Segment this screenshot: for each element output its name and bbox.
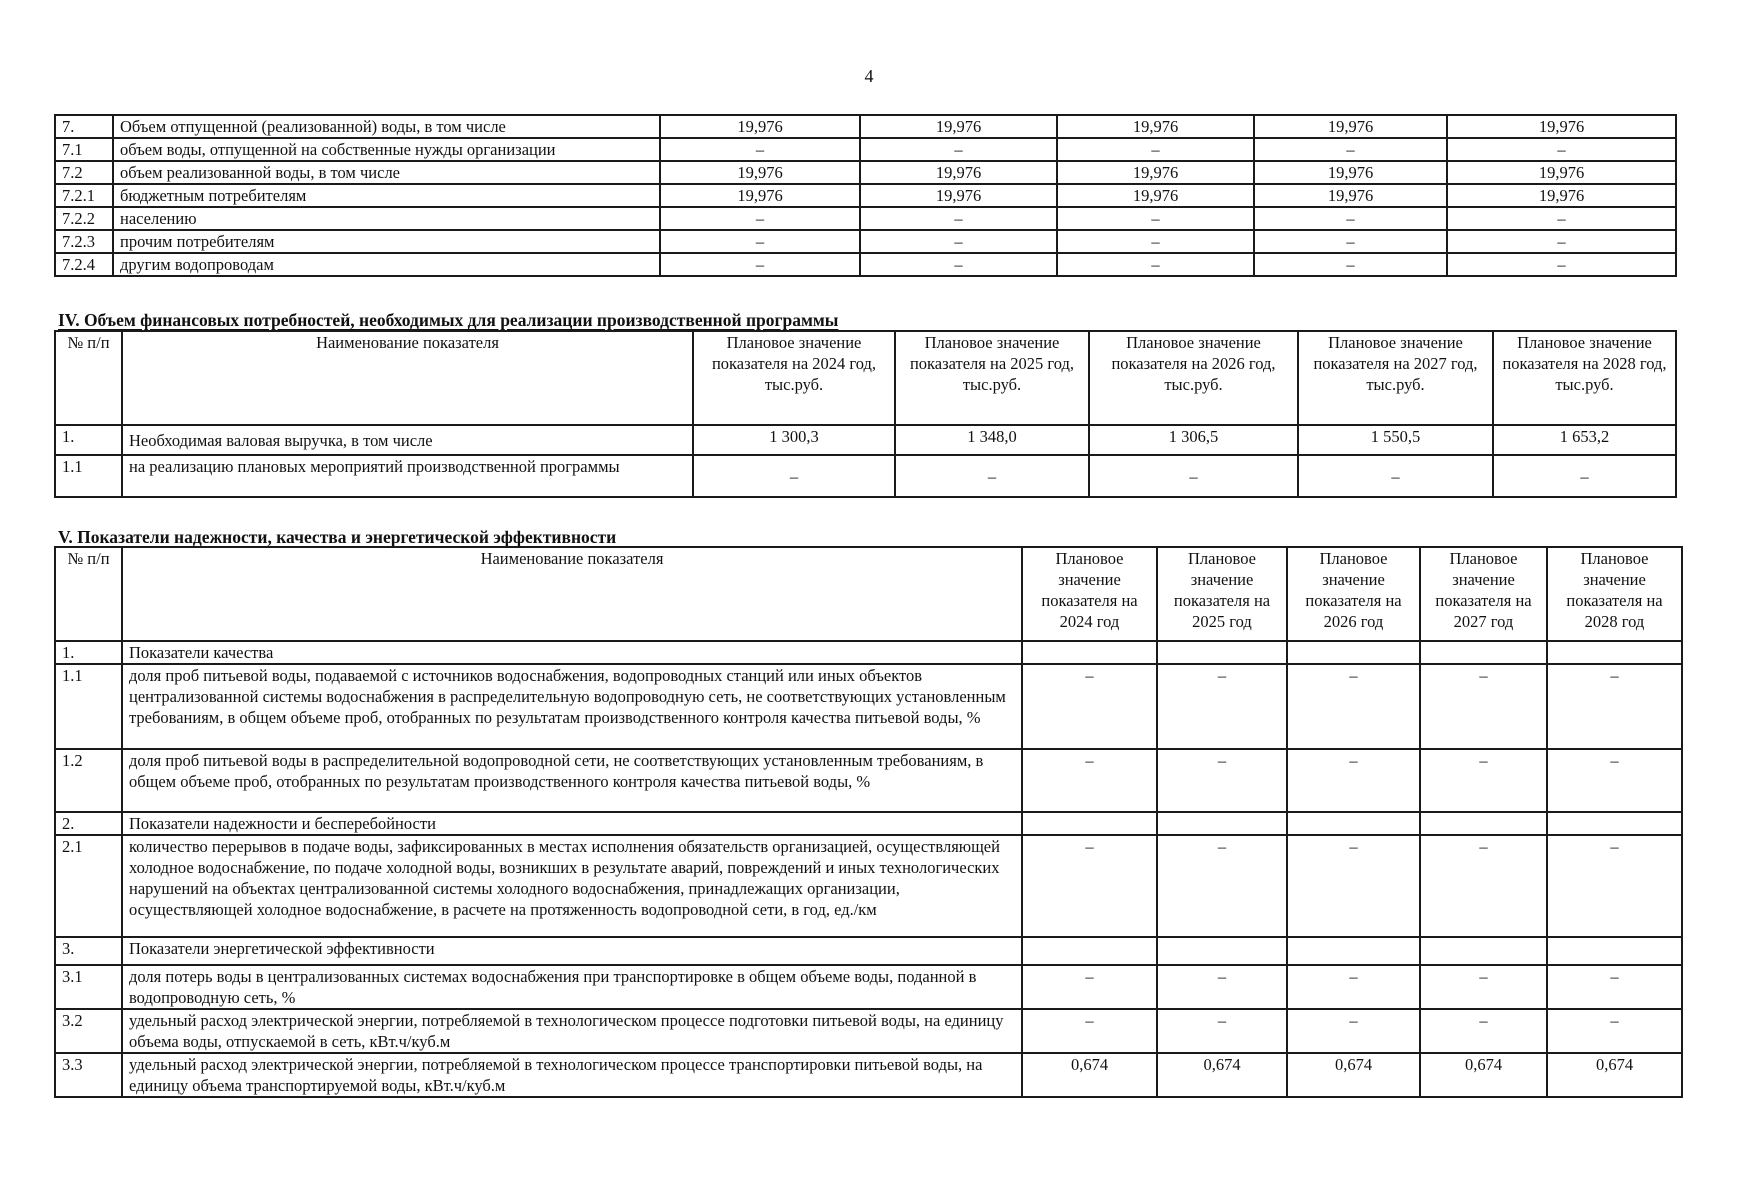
table-row	[55, 455, 1676, 497]
value-cell: 0,674	[1547, 1053, 1682, 1097]
row-number: 1.1	[55, 455, 122, 497]
indicator-name: удельный расход электрической энергии, потребляемой в технологическом процессе подготовки питьевой воды, на единицу объема воды, отпускаемой в сеть, кВт.ч/куб.м	[122, 1009, 1022, 1053]
row-number: 2.1	[55, 835, 122, 937]
header-year-2027: Плановое значение показателя на 2027 год, тыс.руб.	[1298, 331, 1493, 425]
row-number: 7.	[55, 115, 113, 138]
value-cell: 19,976	[1447, 184, 1676, 207]
value-cell: 19,976	[1057, 115, 1254, 138]
table-row	[55, 937, 1682, 965]
value-cell: –	[860, 207, 1057, 230]
value-cell: –	[1157, 1009, 1287, 1053]
value-cell: 19,976	[1254, 184, 1447, 207]
indicator-name: другим водопроводам	[113, 253, 660, 276]
indicator-name: объем воды, отпущенной на собственные нужды организации	[113, 138, 660, 161]
value-cell: 0,674	[1157, 1053, 1287, 1097]
value-cell: –	[1447, 230, 1676, 253]
table-row	[55, 812, 1682, 835]
header-year-2024: Плановое значение показателя на 2024 год	[1022, 547, 1157, 641]
section-4-title: IV. Объем финансовых потребностей, необходимых для реализации производственной программы	[58, 310, 839, 330]
value-cell: 19,976	[660, 115, 860, 138]
value-cell: –	[660, 253, 860, 276]
value-cell: –	[1447, 207, 1676, 230]
value-cell: 19,976	[660, 161, 860, 184]
value-cell: –	[1420, 664, 1547, 749]
table-row	[55, 835, 1682, 937]
row-number: 2.	[55, 812, 122, 835]
table-row	[55, 115, 1676, 138]
row-number: 3.	[55, 937, 122, 965]
table-row	[55, 641, 1682, 664]
value-cell	[1157, 812, 1287, 835]
table-row	[55, 749, 1682, 812]
value-cell: 0,674	[1022, 1053, 1157, 1097]
row-number: 3.2	[55, 1009, 122, 1053]
row-number: 3.3	[55, 1053, 122, 1097]
header-year-2024: Плановое значение показателя на 2024 год, тыс.руб.	[693, 331, 895, 425]
value-cell: –	[660, 138, 860, 161]
value-cell	[1420, 641, 1547, 664]
value-cell: 19,976	[860, 161, 1057, 184]
value-cell: –	[1057, 230, 1254, 253]
table-header-row	[55, 331, 1676, 425]
header-num: № п/п	[55, 331, 122, 425]
value-cell: –	[1254, 207, 1447, 230]
header-year-2028: Плановое значение показателя на 2028 год, тыс.руб.	[1493, 331, 1676, 425]
value-cell: –	[1022, 835, 1157, 937]
value-cell: 19,976	[1057, 184, 1254, 207]
table-header-row	[55, 547, 1682, 641]
value-cell: –	[1447, 138, 1676, 161]
header-name: Наименование показателя	[122, 331, 693, 425]
row-number: 3.1	[55, 965, 122, 1009]
row-number: 1.	[55, 641, 122, 664]
value-cell: 1 653,2	[1493, 425, 1676, 455]
value-cell	[1420, 812, 1547, 835]
table-row	[55, 184, 1676, 207]
indicator-name: удельный расход электрической энергии, потребляемой в технологическом процессе транспортировки питьевой воды, на единицу объема транспортируемой воды, кВт.ч/куб.м	[122, 1053, 1022, 1097]
header-year-2028: Плановое значение показателя на 2028 год	[1547, 547, 1682, 641]
value-cell: –	[860, 230, 1057, 253]
value-cell	[1287, 812, 1420, 835]
indicator-name: объем реализованной воды, в том числе	[113, 161, 660, 184]
value-cell: 1 550,5	[1298, 425, 1493, 455]
table-row	[55, 1009, 1682, 1053]
row-number: 1.1	[55, 664, 122, 749]
value-cell: –	[1547, 749, 1682, 812]
value-cell: –	[1420, 749, 1547, 812]
value-cell: –	[1089, 455, 1298, 497]
indicator-name: населению	[113, 207, 660, 230]
value-cell: –	[1022, 965, 1157, 1009]
value-cell: –	[860, 138, 1057, 161]
value-cell: –	[1547, 1009, 1682, 1053]
value-cell: 19,976	[860, 115, 1057, 138]
header-num: № п/п	[55, 547, 122, 641]
volume-table	[54, 114, 1677, 277]
indicator-name: Показатели надежности и бесперебойности	[122, 812, 1022, 835]
value-cell: –	[1287, 1009, 1420, 1053]
value-cell	[1547, 641, 1682, 664]
value-cell: –	[1254, 138, 1447, 161]
value-cell	[1157, 937, 1287, 965]
table-row	[55, 1053, 1682, 1097]
table-row	[55, 138, 1676, 161]
value-cell: –	[1057, 207, 1254, 230]
value-cell	[1022, 937, 1157, 965]
value-cell: –	[1157, 835, 1287, 937]
value-cell: –	[1420, 1009, 1547, 1053]
value-cell: –	[1022, 749, 1157, 812]
table-row	[55, 161, 1676, 184]
row-number: 1.2	[55, 749, 122, 812]
value-cell: 0,674	[1420, 1053, 1547, 1097]
table-row	[55, 230, 1676, 253]
indicator-name: на реализацию плановых мероприятий производственной программы	[122, 455, 693, 497]
value-cell: –	[1157, 664, 1287, 749]
value-cell	[1022, 641, 1157, 664]
value-cell: 1 300,3	[693, 425, 895, 455]
value-cell: –	[1298, 455, 1493, 497]
value-cell: –	[1254, 253, 1447, 276]
page-number: 4	[864, 66, 874, 86]
table-row	[55, 664, 1682, 749]
value-cell: –	[1022, 1009, 1157, 1053]
value-cell: –	[660, 230, 860, 253]
row-number: 7.2	[55, 161, 113, 184]
indicator-name: Необходимая валовая выручка, в том числе	[122, 425, 693, 455]
value-cell: –	[1420, 965, 1547, 1009]
value-cell: –	[693, 455, 895, 497]
value-cell: –	[1022, 664, 1157, 749]
reliability-quality-table	[54, 546, 1683, 1098]
table-row	[55, 965, 1682, 1009]
header-name: Наименование показателя	[122, 547, 1022, 641]
table-row	[55, 207, 1676, 230]
row-number: 7.2.4	[55, 253, 113, 276]
value-cell	[1287, 641, 1420, 664]
value-cell	[1287, 937, 1420, 965]
table-row	[55, 425, 1676, 455]
header-year-2026: Плановое значение показателя на 2026 год	[1287, 547, 1420, 641]
indicator-name: доля потерь воды в централизованных системах водоснабжения при транспортировке в общем объеме воды, поданной в водопроводную сеть, %	[122, 965, 1022, 1009]
value-cell: –	[1287, 835, 1420, 937]
header-year-2025: Плановое значение показателя на 2025 год, тыс.руб.	[895, 331, 1089, 425]
value-cell	[1022, 812, 1157, 835]
indicator-name: Показатели энергетической эффективности	[122, 937, 1022, 965]
indicator-name: Показатели качества	[122, 641, 1022, 664]
value-cell: 19,976	[1057, 161, 1254, 184]
value-cell: –	[860, 253, 1057, 276]
value-cell: 1 348,0	[895, 425, 1089, 455]
value-cell: –	[1287, 664, 1420, 749]
value-cell: –	[660, 207, 860, 230]
value-cell: –	[1287, 749, 1420, 812]
value-cell: 1 306,5	[1089, 425, 1298, 455]
header-year-2026: Плановое значение показателя на 2026 год, тыс.руб.	[1089, 331, 1298, 425]
section-5-title: V. Показатели надежности, качества и энергетической эффективности	[58, 527, 617, 547]
value-cell: 19,976	[1447, 115, 1676, 138]
row-number: 7.1	[55, 138, 113, 161]
value-cell: –	[1157, 749, 1287, 812]
value-cell: –	[1547, 835, 1682, 937]
value-cell: 19,976	[660, 184, 860, 207]
value-cell	[1547, 937, 1682, 965]
indicator-name: бюджетным потребителям	[113, 184, 660, 207]
value-cell: –	[1287, 965, 1420, 1009]
value-cell: –	[1547, 664, 1682, 749]
value-cell	[1547, 812, 1682, 835]
value-cell: 19,976	[860, 184, 1057, 207]
value-cell: –	[1157, 965, 1287, 1009]
indicator-name: Объем отпущенной (реализованной) воды, в том числе	[113, 115, 660, 138]
value-cell: –	[1254, 230, 1447, 253]
table-row	[55, 253, 1676, 276]
value-cell: 19,976	[1254, 161, 1447, 184]
indicator-name: доля проб питьевой воды в распределительной водопроводной сети, не соответствующих установленным требованиям, в общем объеме проб, отобранных по результатам производственного контроля качества питьевой воды, %	[122, 749, 1022, 812]
value-cell: –	[1057, 138, 1254, 161]
value-cell: –	[1447, 253, 1676, 276]
row-number: 7.2.1	[55, 184, 113, 207]
value-cell: 0,674	[1287, 1053, 1420, 1097]
header-year-2025: Плановое значение показателя на 2025 год	[1157, 547, 1287, 641]
indicator-name: прочим потребителям	[113, 230, 660, 253]
value-cell: –	[1493, 455, 1676, 497]
row-number: 7.2.3	[55, 230, 113, 253]
indicator-name: доля проб питьевой воды, подаваемой с источников водоснабжения, водопроводных станций или иных объектов централизованной системы водоснабжения в распределительную водопроводную сеть, не соответствующих установленным требованиям, в общем объеме проб, отобранных по результатам производственного контроля качества питьевой воды, %	[122, 664, 1022, 749]
value-cell: –	[1547, 965, 1682, 1009]
value-cell: 19,976	[1447, 161, 1676, 184]
row-number: 7.2.2	[55, 207, 113, 230]
financial-needs-table	[54, 330, 1677, 498]
value-cell: –	[895, 455, 1089, 497]
value-cell: –	[1057, 253, 1254, 276]
header-year-2027: Плановое значение показателя на 2027 год	[1420, 547, 1547, 641]
value-cell: 19,976	[1254, 115, 1447, 138]
value-cell	[1157, 641, 1287, 664]
value-cell	[1420, 937, 1547, 965]
indicator-name: количество перерывов в подаче воды, зафиксированных в местах исполнения обязательств организацией, осуществляющей холодное водоснабжение, по подаче холодной воды, возникших в результате аварий, повреждений и иных технологических нарушений на объектах централизованной системы холодного водоснабжения, принадлежащих организации, осуществляющей холодное водоснабжение, в расчете на протяженность водопроводной сети, в год, ед./км	[122, 835, 1022, 937]
row-number: 1.	[55, 425, 122, 455]
value-cell: –	[1420, 835, 1547, 937]
